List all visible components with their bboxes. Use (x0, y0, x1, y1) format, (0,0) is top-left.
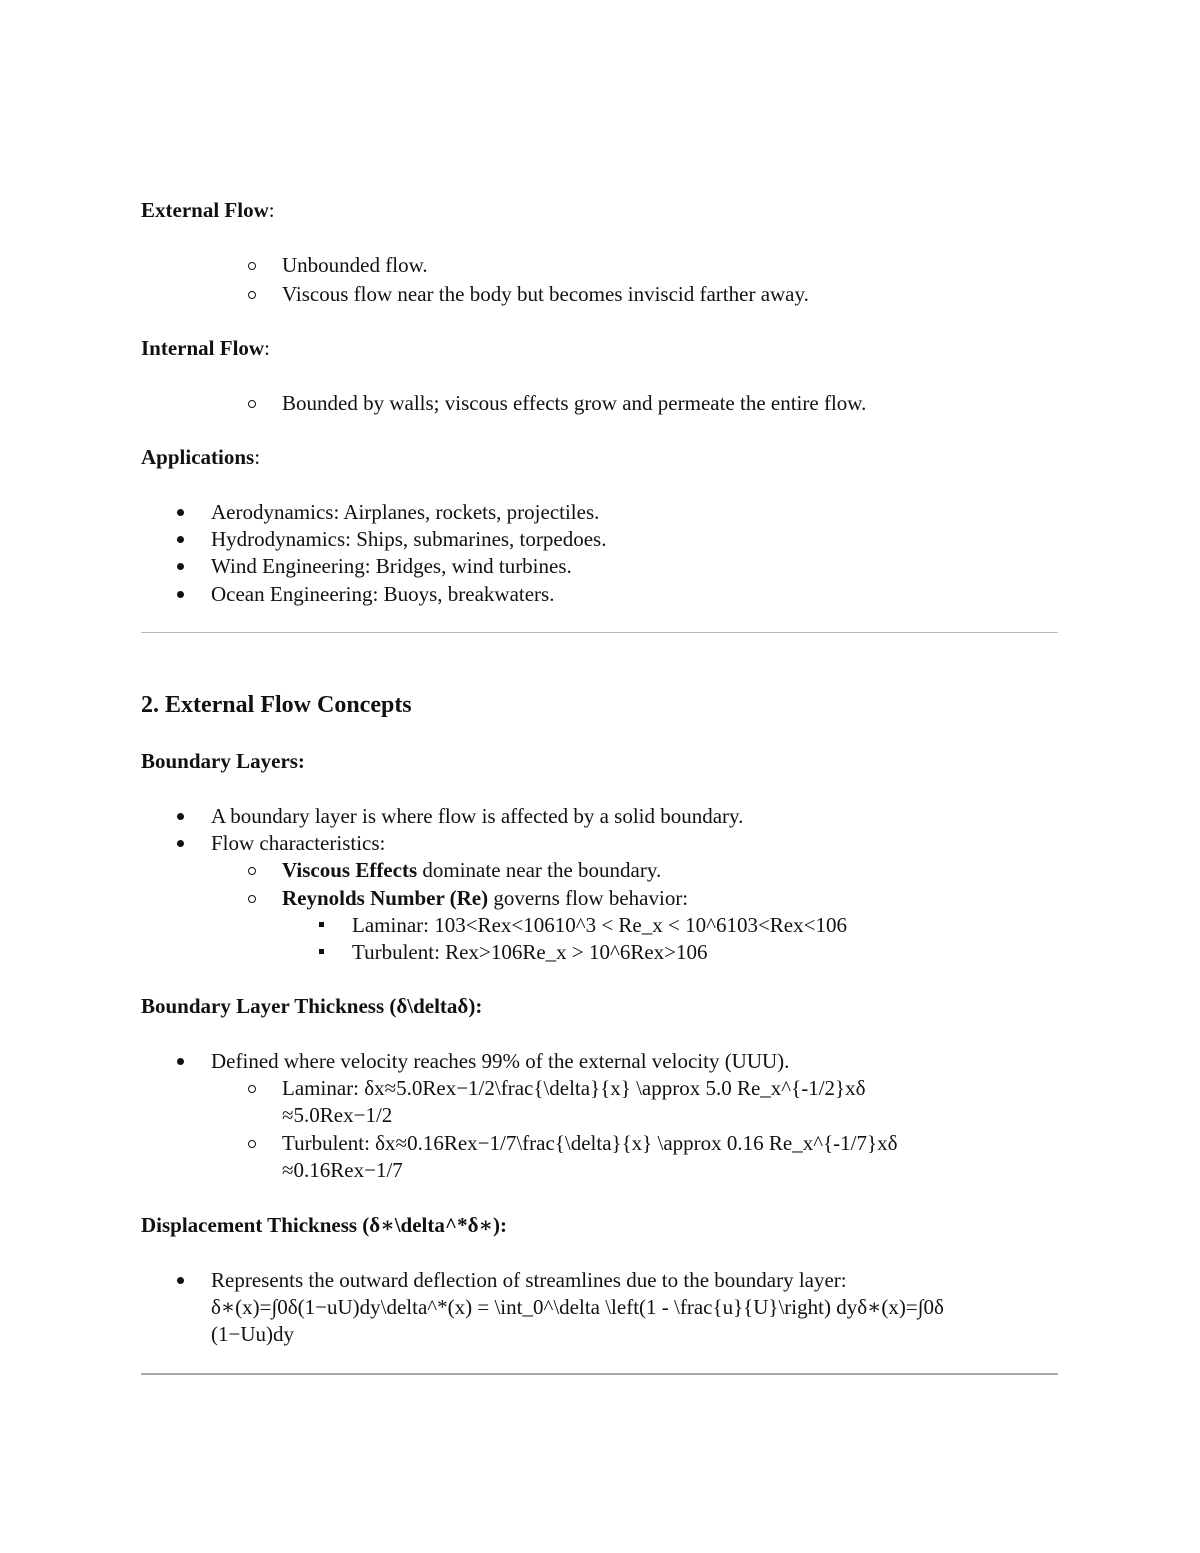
external-flow-label: External Flow (141, 198, 269, 222)
list-item: Flow characteristics: (211, 831, 386, 855)
list-item: Hydrodynamics: Ships, submarines, torpedoes. (211, 527, 607, 551)
list-item: Aerodynamics: Airplanes, rockets, projectiles. (211, 500, 600, 524)
list-item-continuation: ≈5.0Rex−1/2 (282, 1103, 393, 1127)
circle-bullet-icon (248, 291, 256, 299)
list-item: Represents the outward deflection of streamlines due to the boundary layer: (211, 1268, 847, 1292)
reynolds-number-term: Reynolds Number (Re) (282, 886, 489, 910)
list-item: Laminar: δx≈5.0Rex−1/2\frac{\delta}{x} \approx 5.0 Re_x^{-1/2}xδ (282, 1076, 866, 1100)
internal-flow-heading (141, 335, 270, 362)
list-item: Turbulent: Rex>106Re_x > 10^6Rex>106 (352, 940, 708, 964)
internal-flow-colon: : (264, 336, 270, 360)
boundary-layers-heading: Boundary Layers: (141, 749, 305, 773)
list-item: Defined where velocity reaches 99% of the external velocity (UUU). (211, 1049, 790, 1073)
circle-bullet-icon (248, 867, 256, 875)
list-item-continuation: (1−Uu)dy (211, 1322, 294, 1346)
list-item (282, 885, 688, 912)
disc-bullet-icon (177, 591, 184, 598)
list-item: Ocean Engineering: Buoys, breakwaters. (211, 582, 555, 606)
disc-bullet-icon (177, 1058, 184, 1065)
reynolds-number-desc: governs flow behavior: (488, 886, 689, 910)
list-item: A boundary layer is where flow is affected by a solid boundary. (211, 804, 744, 828)
applications-heading (141, 444, 260, 471)
section-title: 2. External Flow Concepts (141, 692, 412, 718)
list-item-continuation: ≈0.16Rex−1/7 (282, 1158, 403, 1182)
disc-bullet-icon (177, 1277, 184, 1284)
horizontal-divider (141, 632, 1058, 633)
disc-bullet-icon (177, 813, 184, 820)
thickness-heading: Boundary Layer Thickness (δ\deltaδ): (141, 994, 483, 1018)
viscous-effects-term: Viscous Effects (282, 858, 418, 882)
list-item: Laminar: 103<Rex<10610^3 < Re_x < 10^6103<Rex<106 (352, 913, 847, 937)
list-item (282, 857, 661, 884)
circle-bullet-icon (248, 1140, 256, 1148)
viscous-effects-desc: dominate near the boundary. (417, 858, 662, 882)
circle-bullet-icon (248, 895, 256, 903)
list-item: Turbulent: δx≈0.16Rex−1/7\frac{\delta}{x} \approx 0.16 Re_x^{-1/7}xδ (282, 1131, 898, 1155)
disc-bullet-icon (177, 840, 184, 847)
square-bullet-icon (319, 922, 324, 927)
list-item-continuation: δ∗(x)=∫0δ(1−uU)dy\delta^*(x) = \int_0^\delta \left(1 - \frac{u}{U}\right) dyδ∗(x)=∫0δ (211, 1295, 944, 1319)
horizontal-divider (141, 1373, 1058, 1375)
circle-bullet-icon (248, 262, 256, 270)
list-item: Viscous flow near the body but becomes inviscid farther away. (282, 282, 809, 306)
disc-bullet-icon (177, 536, 184, 543)
list-item: Wind Engineering: Bridges, wind turbines. (211, 554, 572, 578)
external-flow-colon: : (268, 198, 275, 222)
disc-bullet-icon (177, 509, 184, 516)
displacement-heading: Displacement Thickness (δ∗\delta^*δ∗): (141, 1213, 507, 1237)
circle-bullet-icon (248, 400, 256, 408)
list-item: Bounded by walls; viscous effects grow and permeate the entire flow. (282, 391, 867, 415)
external-flow-heading (141, 197, 275, 224)
applications-label: Applications (141, 445, 255, 469)
applications-colon: : (254, 445, 261, 469)
square-bullet-icon (319, 949, 324, 954)
circle-bullet-icon (248, 1085, 256, 1093)
internal-flow-label: Internal Flow (141, 336, 265, 360)
list-item: Unbounded flow. (282, 253, 428, 277)
disc-bullet-icon (177, 563, 184, 570)
